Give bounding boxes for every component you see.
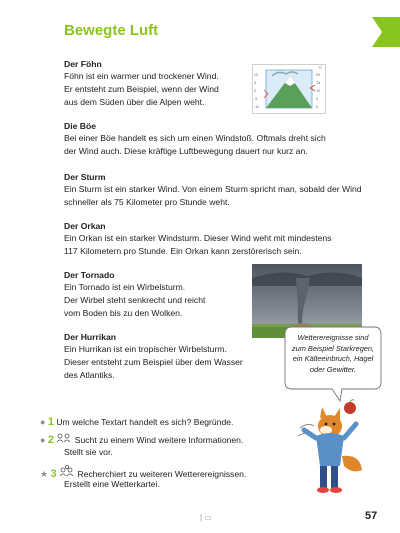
svg-text:0: 0 [316, 105, 318, 109]
page-number: 57 [365, 510, 378, 522]
partner-work-icon [56, 433, 72, 443]
section-heading-tornado: Der Tornado [64, 270, 115, 280]
section-text-foehn: Föhn ist ein warmer und trockener Wind. Er entsteht zum Beispiel, wenn der Wind aus dem Süden über die Alpen weht. [64, 71, 219, 107]
task-text: Recherchiert zu weiteren Wetterereignissen. [77, 469, 247, 479]
bullet-circle-icon: ● [40, 417, 46, 427]
task-number: 2 [47, 434, 54, 446]
section-text-boee: Bei einer Böe handelt es sich um einen Windstoß. Oftmals dreht sich der Wind auch. Diese kräftige Luftbewegung dauert nur kurz an. [64, 133, 326, 156]
section-heading-sturm: Der Sturm [64, 172, 106, 182]
section-heading-boee: Die Böe [64, 121, 96, 131]
svg-text:-5: -5 [254, 97, 258, 101]
fox-character-illustration [296, 398, 366, 498]
footer-divider: | ▭ [200, 513, 212, 522]
task-text: Um welche Textart handelt es sich? Begründe. [56, 417, 234, 427]
svg-text:20: 20 [316, 73, 320, 77]
task-3-continuation: Erstellt eine Wetterkartei. [64, 479, 160, 489]
bullet-circle-icon: ● [40, 435, 46, 445]
svg-text:0: 0 [254, 89, 256, 93]
svg-text:10: 10 [316, 89, 320, 93]
page-title: Bewegte Luft [64, 22, 159, 39]
task-2-continuation: Stellt sie vor. [64, 447, 113, 457]
task-text: Sucht zu einem Wind weitere Informationen. [74, 435, 244, 445]
foehn-mountain-diagram [252, 64, 326, 114]
section-text-tornado: Ein Tornado ist ein Wirbelsturm. Der Wirbel steht senkrecht und reicht vom Boden bis zu den Wolken. [64, 282, 206, 318]
svg-text:5: 5 [254, 81, 256, 85]
section-heading-foehn: Der Föhn [64, 59, 102, 69]
task-number: 3 [50, 468, 57, 480]
section-text-sturm: Ein Sturm ist ein starker Wind. Von einem Sturm spricht man, sobald der Wind schneller als 75 Kilometer pro Stunde weht. [64, 184, 362, 207]
group-work-icon [59, 465, 75, 477]
section-heading-orkan: Der Orkan [64, 221, 106, 231]
task-2 [40, 433, 243, 447]
section-heading-hurrikan: Der Hurrikan [64, 332, 117, 342]
bullet-star-icon: ★ [40, 469, 49, 479]
svg-text:15: 15 [316, 81, 320, 85]
section-text-hurrikan: Ein Hurrikan ist ein tropischer Wirbelsturm. Dieser entsteht zum Beispiel über dem Wasser des Atlantiks. [64, 344, 243, 380]
speech-bubble-text: Wetterereignisse sind zum Beispiel Starkregen, ein Kälteeinbruch, Hagel oder Gewitter. [291, 333, 375, 374]
task-1 [40, 416, 233, 429]
svg-text:10: 10 [254, 73, 258, 77]
svg-text:5: 5 [316, 97, 318, 101]
task-number: 1 [47, 416, 54, 428]
svg-text:°C: °C [318, 66, 323, 70]
svg-text:-10: -10 [254, 105, 260, 109]
chapter-tab-arrow [372, 17, 400, 47]
section-text-orkan: Ein Orkan ist ein starker Windsturm. Dieser Wind weht mit mindestens 117 Kilometern pro Stunde. Ein Orkan kann zerstörerisch sein. [64, 233, 332, 256]
